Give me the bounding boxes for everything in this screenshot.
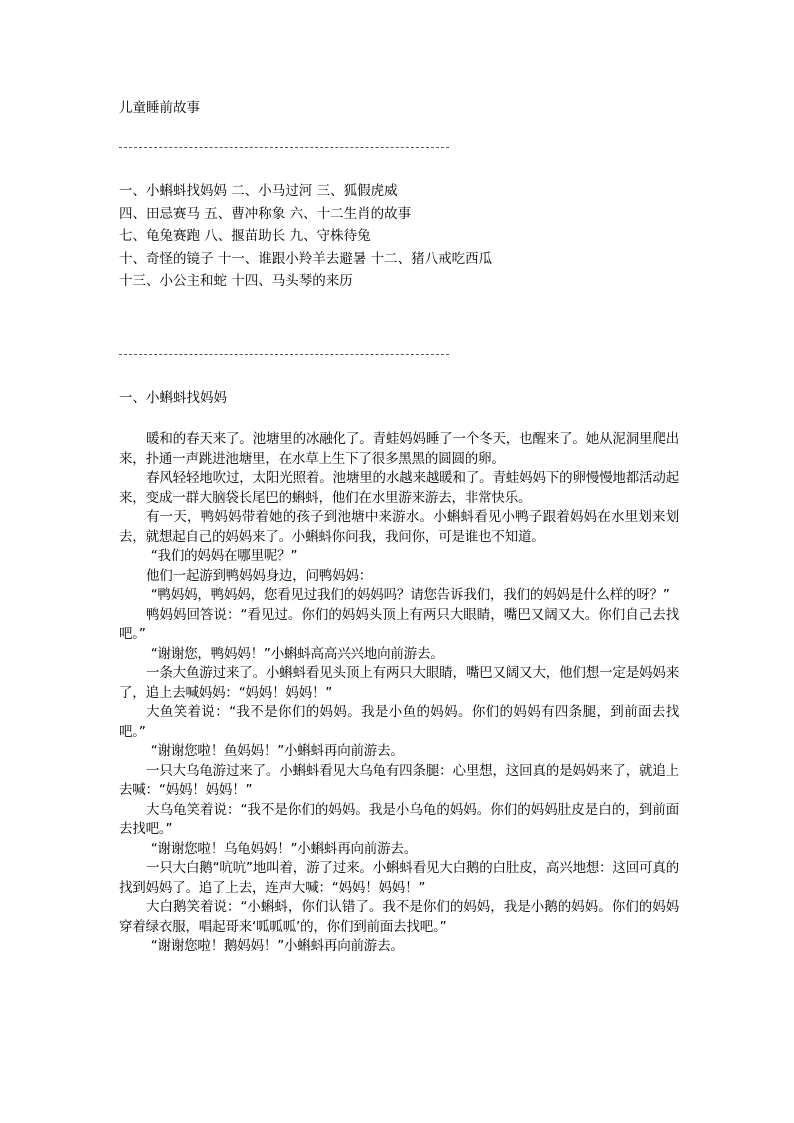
paragraph: 他们一起游到鸭妈妈身边，问鸭妈妈： (146, 567, 373, 584)
paragraph: “谢谢您啦！鱼妈妈！”小蝌蚪再向前游去。 (150, 743, 404, 759)
paragraph: 一只大乌龟游过来了。小蝌蚪看见大乌龟有四条腿：心里想，这回真的是妈妈来了，就追上去喊：“妈妈！妈妈！” (119, 762, 679, 798)
divider-line (119, 147, 449, 148)
document-title: 儿童睡前故事 (119, 100, 200, 116)
paragraph: 鸭妈妈回答说：“看见过。你们的妈妈头顶上有两只大眼睛，嘴巴又阔又大。你们自己去找吧。” (119, 606, 679, 642)
paragraph: 大乌龟笑着说：“我不是你们的妈妈。我是小乌龟的妈妈。你们的妈妈肚皮是白的，到前面去找吧。” (119, 801, 679, 837)
paragraph: 一条大鱼游过来了。小蝌蚪看见头顶上有两只大眼睛，嘴巴又阔又大，他们想一定是妈妈来了，追上去喊妈妈：“妈妈！妈妈！” (119, 665, 679, 701)
paragraph: 春风轻轻地吹过，太阳光照着。池塘里的水越来越暖和了。青蛙妈妈下的卵慢慢地都活动起来，变成一群大脑袋长尾巴的蝌蚪，他们在水里游来游去，非常快乐。 (119, 470, 679, 506)
toc-line: 七、龟兔赛跑 八、揠苗助长 九、守株待兔 (119, 228, 371, 244)
toc-line: 四、田忌赛马 五、曹冲称象 六、十二生肖的故事 (119, 205, 412, 222)
paragraph: “谢谢您，鸭妈妈！”小蝌蚪高高兴兴地向前游去。 (150, 645, 444, 662)
paragraph: “谢谢您啦！乌龟妈妈！”小蝌蚪再向前游去。 (150, 840, 418, 857)
toc-line: 一、小蝌蚪找妈妈 二、小马过河 三、狐假虎威 (119, 183, 398, 199)
table-of-contents (119, 180, 492, 293)
paragraph: 大鱼笑着说：“我不是你们的妈妈。我是小鱼的妈妈。你们的妈妈有四条腿，到前面去找吧。” (119, 704, 679, 740)
paragraph: “鸭妈妈，鸭妈妈，您看见过我们的妈妈吗？请您告诉我们，我们的妈妈是什么样的呀？” (150, 587, 670, 603)
paragraph: “我们的妈妈在哪里呢？” (150, 548, 298, 564)
divider-line (119, 354, 449, 355)
section-heading: 一、小蝌蚪找妈妈 (119, 390, 227, 406)
toc-line: 十、奇怪的镜子 十一、谁跟小羚羊去避暑 十二、猪八戒吃西瓜 (119, 250, 493, 267)
paragraph: 一只大白鹅“吭吭”地叫着，游了过来。小蝌蚪看见大白鹅的白肚皮，高兴地想：这回可真的找到妈妈了。追了上去，连声大喊：“妈妈！妈妈！” (119, 860, 679, 896)
paragraph: 暖和的春天来了。池塘里的冰融化了。青蛙妈妈睡了一个冬天，也醒来了。她从泥洞里爬出来，扑通一声跳进池塘里，在水草上生下了很多黑黑的圆圆的卵。 (119, 431, 679, 467)
paragraph: “谢谢您啦！鹅妈妈！”小蝌蚪再向前游去。 (150, 938, 404, 954)
toc-line: 十三、小公主和蛇 十四、马头琴的来历 (119, 273, 353, 289)
story-body (119, 430, 679, 957)
paragraph: 大白鹅笑着说：“小蝌蚪，你们认错了。我不是你们的妈妈，我是小鹅的妈妈。你们的妈妈穿着绿衣服，唱起哥来‘呱呱呱’的，你们到前面去找吧。” (119, 899, 679, 935)
paragraph: 有一天，鸭妈妈带着她的孩子到池塘中来游水。小蝌蚪看见小鸭子跟着妈妈在水里划来划去，就想起自己的妈妈来了。小蝌蚪你问我，我问你，可是谁也不知道。 (119, 509, 679, 545)
